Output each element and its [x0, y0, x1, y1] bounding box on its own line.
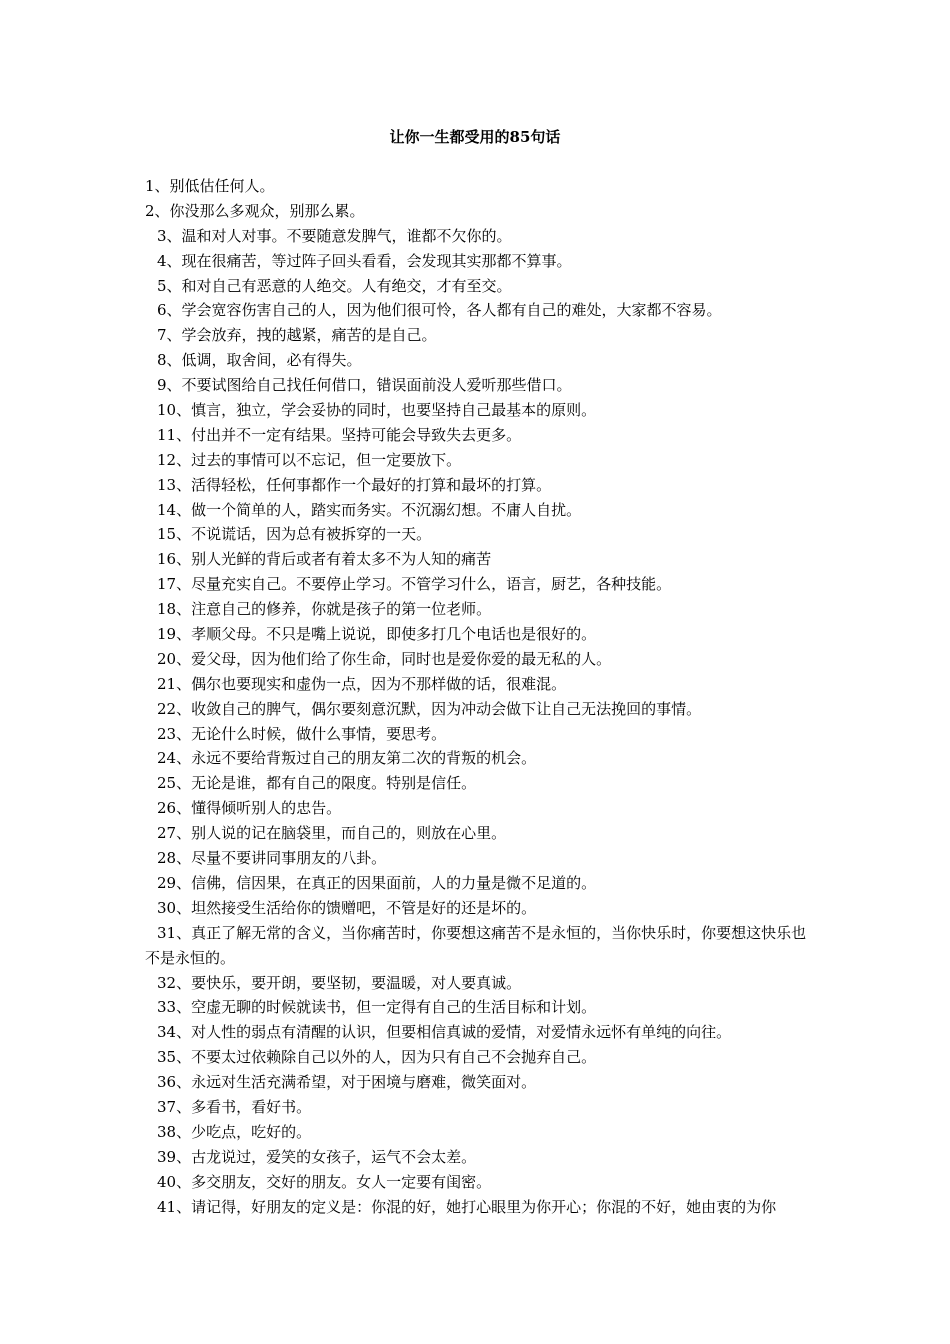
list-item: 20、爱父母，因为他们给了你生命，同时也是爱你爱的最无私的人。	[157, 649, 612, 668]
list-item: 41、请记得，好朋友的定义是：你混的好，她打心眼里为你开心；你混的不好，她由衷的为你	[157, 1197, 777, 1216]
list-item: 16、别人光鲜的背后或者有着太多不为人知的痛苦	[157, 550, 492, 569]
list-item: 33、空虚无聊的时候就读书，但一定得有自己的生活目标和计划。	[157, 998, 597, 1017]
list-item: 23、无论什么时候，做什么事情，要思考。	[157, 724, 447, 743]
quote-list	[145, 174, 825, 1219]
list-item: 37、多看书，看好书。	[157, 1097, 312, 1116]
list-item: 7、学会放弃，拽的越紧，痛苦的是自己。	[157, 326, 437, 345]
list-item: 10、慎言，独立，学会妥协的同时，也要坚持自己最基本的原则。	[157, 401, 597, 420]
list-item: 14、做一个简单的人，踏实而务实。不沉溺幻想。不庸人自扰。	[157, 500, 582, 519]
list-item: 34、对人性的弱点有清醒的认识，但要相信真诚的爱情，对爱情永远怀有单纯的向往。	[157, 1023, 732, 1042]
list-item: 6、学会宽容伤害自己的人，因为他们很可怜，各人都有自己的难处，大家都不容易。	[157, 301, 722, 320]
list-item: 9、不要试图给自己找任何借口，错误面前没人爱听那些借口。	[157, 376, 572, 395]
list-item: 32、要快乐，要开朗，要坚韧，要温暖，对人要真诚。	[157, 973, 522, 992]
list-item: 39、古龙说过，爱笑的女孩子，运气不会太差。	[157, 1147, 477, 1166]
list-item: 35、不要太过依赖除自己以外的人，因为只有自己不会抛弃自己。	[157, 1048, 597, 1067]
list-item: 2、你没那么多观众，别那么累。	[145, 201, 365, 220]
list-item: 29、信佛，信因果，在真正的因果面前，人的力量是微不足道的。	[157, 873, 597, 892]
list-item: 24、永远不要给背叛过自己的朋友第二次的背叛的机会。	[157, 749, 537, 768]
list-item: 38、少吃点，吃好的。	[157, 1122, 312, 1141]
list-item: 5、和对自己有恶意的人绝交。人有绝交，才有至交。	[157, 276, 512, 295]
list-item: 36、永远对生活充满希望，对于困境与磨难，微笑面对。	[157, 1073, 537, 1092]
list-item: 11、付出并不一定有结果。坚持可能会导致失去更多。	[157, 425, 522, 444]
list-item: 25、无论是谁，都有自己的限度。特别是信任。	[157, 774, 477, 793]
list-item: 31、真正了解无常的含义，当你痛苦时，你要想这痛苦不是永恒的，当你快乐时，你要想这快乐也不是永恒的。	[145, 923, 807, 967]
list-item: 26、懂得倾听别人的忠告。	[157, 799, 342, 818]
list-item: 22、收敛自己的脾气，偶尔要刻意沉默，因为冲动会做下让自己无法挽回的事情。	[157, 699, 702, 718]
list-item: 19、孝顺父母。不只是嘴上说说，即使多打几个电话也是很好的。	[157, 625, 597, 644]
list-item: 27、别人说的记在脑袋里，而自己的，则放在心里。	[157, 824, 507, 843]
list-item: 40、多交朋友，交好的朋友。女人一定要有闺密。	[157, 1172, 492, 1191]
document-title: 让你一生都受用的85句话	[389, 128, 561, 146]
list-item: 12、过去的事情可以不忘记，但一定要放下。	[157, 450, 462, 469]
list-item: 4、现在很痛苦，等过阵子回头看看，会发现其实那都不算事。	[157, 251, 572, 270]
list-item: 21、偶尔也要现实和虚伪一点，因为不那样做的话，很难混。	[157, 674, 567, 693]
list-item: 8、低调，取舍间，必有得失。	[157, 351, 362, 370]
list-item: 30、坦然接受生活给你的馈赠吧，不管是好的还是坏的。	[157, 898, 537, 917]
list-item: 18、注意自己的修养，你就是孩子的第一位老师。	[157, 600, 492, 619]
list-item: 1、别低估任何人。	[145, 177, 275, 195]
list-item: 17、尽量充实自己。不要停止学习。不管学习什么，语言，厨艺，各种技能。	[157, 575, 672, 594]
list-item: 13、活得轻松，任何事都作一个最好的打算和最坏的打算。	[157, 475, 552, 494]
list-item: 3、温和对人对事。不要随意发脾气，谁都不欠你的。	[157, 226, 512, 245]
list-item: 28、尽量不要讲同事朋友的八卦。	[157, 849, 387, 868]
list-item: 15、不说谎话，因为总有被拆穿的一天。	[157, 525, 432, 544]
